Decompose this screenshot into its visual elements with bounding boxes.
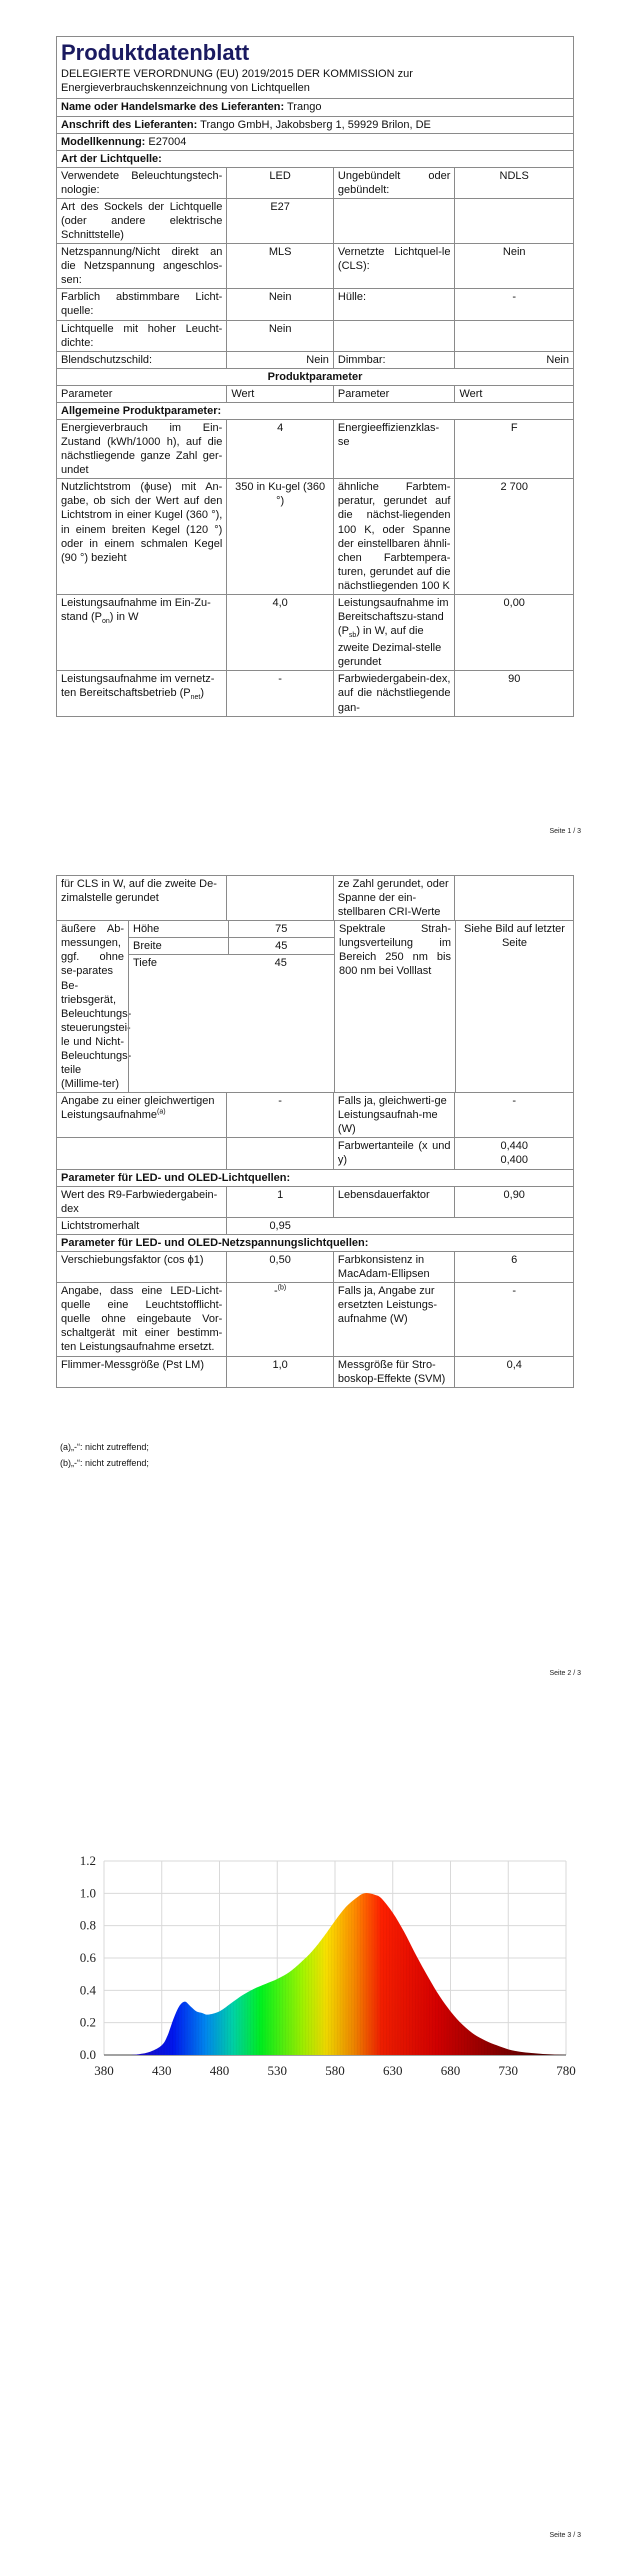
x-tick-label: 730 <box>498 2063 518 2078</box>
cell-value: MLS <box>226 244 333 288</box>
cell-label: Farbwertanteile (x und y) <box>333 1138 455 1168</box>
table-row <box>57 1218 573 1235</box>
cell-value: - <box>226 1093 333 1137</box>
cell-value: 0,00 <box>454 595 573 670</box>
table-row <box>57 1283 573 1356</box>
table-row <box>57 321 573 352</box>
page-number: Seite 2 / 3 <box>549 1670 581 1677</box>
cell-value: 0,95 <box>226 1218 333 1234</box>
cell-value <box>454 321 573 351</box>
cell-value: Nein <box>226 289 333 319</box>
cell-label: ze Zahl gerundet, oder Spanne der ein-stellbaren CRI-Werte <box>333 876 455 920</box>
cell-label: Blendschutzschild: <box>61 353 153 366</box>
product-params-heading: Produktparameter <box>267 370 363 383</box>
dimensions-label: äußere Ab-messungen, ggf. ohne se-parates Be-triebsgerät, Beleuchtungs-steuerungstei-le und Nicht-Beleuchtungs-teile (Millime-ter) <box>61 923 132 1091</box>
cell-label: ähnliche Farbtem-peratur, gerundet auf die nächst-liegenden 100 K, oder Spanne der einstellbaren ähnli-chen Farbtempera-turen, gerundet auf die nächstliegenden 100 K <box>333 479 455 594</box>
regulation-text: DELEGIERTE VERORDNUNG (EU) 2019/2015 DER KOMMISSION zur Energieverbrauchskennzeichnung von Lichtquellen <box>61 68 413 95</box>
cell-value <box>454 876 573 920</box>
table-row <box>57 352 573 369</box>
cell-value: 350 in Ku-gel (360 °) <box>226 479 333 594</box>
cell-label: Spektrale Strah-lungsverteilung im Bereich 250 nm bis 800 nm bei Volllast <box>334 921 455 1092</box>
cell-label: Wert des R9-Farbwiedergabein-dex <box>61 1188 218 1215</box>
cell-label: Leistungsaufnahme im Bereitschaftszu-stand $(P_{sb})$ in W, auf die zweite Dezimal-stelle gerundet <box>333 595 455 670</box>
cell-value: - <box>454 289 573 319</box>
cell-value: LED <box>226 168 333 198</box>
cell-label: Nutzlichtstrom (ϕuse) mit An-gabe, ob sich der Wert auf den Lichtstrom in einer Kugel (360 °), in einem breiten Kegel (120 °) oder in einem schmalen Kegel (90 °) bezieht <box>61 481 223 564</box>
x-tick-label: 480 <box>209 2063 230 2078</box>
model-label: Modellkennung: <box>61 135 146 148</box>
y-tick-label: 0.0 <box>79 2047 96 2062</box>
address-label: Anschrift des Lieferanten: <box>61 118 198 131</box>
general-params-heading: Allgemeine Produktparameter: <box>61 404 222 417</box>
led-params-heading: Parameter für LED- und OLED-Lichtquellen: <box>61 1171 291 1184</box>
table-row <box>57 1093 573 1138</box>
cell-value: E27 <box>226 199 333 243</box>
cell-value <box>226 1138 333 1168</box>
mains-params-heading: Parameter für LED- und OLED-Netzspannungslichtquellen: <box>61 1236 369 1249</box>
cell-label: Dimmbar: <box>333 352 455 368</box>
dimension-row <box>129 955 334 971</box>
column-header-row <box>57 386 573 403</box>
supplier-value: Trango <box>287 101 322 114</box>
dimension-name: Tiefe <box>133 957 158 970</box>
mains-params-heading-row <box>57 1235 573 1252</box>
cell-label: Flimmer-Messgröße (Pst LM) <box>61 1358 205 1371</box>
cell-value <box>226 876 333 920</box>
light-source-heading: Art der Lichtquelle: <box>61 152 162 165</box>
address-value: Trango GmbH, Jakobsberg 1, 59929 Brilon, DE <box>200 118 431 131</box>
dimensions-row <box>57 921 573 1093</box>
table-row <box>57 199 573 244</box>
address-row <box>57 117 573 134</box>
cell-value: - <box>226 671 333 715</box>
x-tick-label: 680 <box>440 2063 461 2078</box>
dimension-row <box>129 938 334 955</box>
cell-value: 0,440 0,400 <box>454 1138 573 1168</box>
table-row <box>57 1252 573 1283</box>
table-row <box>57 479 573 595</box>
cell-label: Messgröße für Stro-boskop-Effekte (SVM) <box>333 1357 455 1387</box>
cell-value: 0,90 <box>454 1187 573 1217</box>
y-tick-label: 1.0 <box>79 1885 96 1901</box>
y-tick-label: 0.6 <box>79 1950 96 1965</box>
model-row <box>57 134 573 151</box>
supplier-row <box>57 99 573 116</box>
cell-value: 0,50 <box>226 1252 333 1282</box>
cell-label <box>333 199 455 243</box>
cell-value: Nein <box>226 321 333 351</box>
general-params-heading-row <box>57 403 573 420</box>
column-header-parameter: Parameter <box>333 386 455 402</box>
table-row <box>57 595 573 671</box>
column-header-parameter: Parameter <box>61 387 113 400</box>
cell-label <box>57 1138 226 1168</box>
model-value: E27004 <box>148 135 187 148</box>
cell-label: Farblich abstimmbare Licht-quelle: <box>61 291 223 318</box>
x-tick-label: 430 <box>152 2063 172 2078</box>
cell-value: NDLS <box>454 168 573 198</box>
cell-label: Lebensdauerfaktor <box>333 1187 455 1217</box>
cell-label: Netzspannung/Nicht direkt an die Netzspannung angeschlos-sen: <box>61 246 223 287</box>
cell-label: Ungebündelt oder gebündelt: <box>333 168 455 198</box>
y-tick-label: 1.2 <box>79 1853 96 1868</box>
page-number: Seite 3 / 3 <box>549 2532 581 2539</box>
cell-label <box>333 321 455 351</box>
cell-label: Verwendete Beleuchtungstech-nologie: <box>61 169 223 196</box>
cell-value: 6 <box>454 1252 573 1282</box>
product-params-heading-row <box>57 369 573 386</box>
cell-label: Angabe, dass eine LED-Licht-quelle eine Leuchtstofflicht-quelle ohne eingebaute Vor-schaltgerät mit einer bestimm-ten Leistungsaufnahme ersetzt. <box>61 1285 223 1354</box>
cell-label: Leistungsaufnahme im vernetz-ten Bereitschaftsbetrieb $(P_{net})$ <box>61 673 215 702</box>
cell-value: 2 700 <box>454 479 573 594</box>
page-title: Produktdatenblatt <box>61 40 250 65</box>
cell-value: 1,0 <box>226 1357 333 1387</box>
cell-label: Leistungsaufnahme im Ein-Zu-stand $(P_{on})$ in W <box>61 596 211 626</box>
footnote-a: (a)„-“: nicht zutreffend; <box>60 1442 149 1452</box>
x-tick-label: 580 <box>325 2063 345 2078</box>
dimension-value: 45 <box>228 938 334 954</box>
page-3 <box>0 1700 628 2560</box>
table-row <box>57 420 573 479</box>
dimension-value: 75 <box>228 921 334 937</box>
cell-empty <box>333 1218 573 1234</box>
x-tick-label: 780 <box>556 2063 576 2078</box>
table-row <box>57 671 573 715</box>
cell-label: Falls ja, gleichwerti-ge Leistungsaufnah-me (W) <box>333 1093 455 1137</box>
table-row <box>57 168 573 199</box>
spectral-distribution-chart <box>56 1845 576 2085</box>
cell-value: - <box>454 1283 573 1355</box>
cell-value: 4,0 <box>226 595 333 670</box>
cell-value: 90 <box>454 671 573 715</box>
datasheet-table-page-2 <box>56 875 574 1388</box>
dimensions-table <box>128 921 334 1092</box>
column-header-value: Wert <box>454 386 573 402</box>
cell-value: - <box>454 1093 573 1137</box>
cell-label: Lichtquelle mit hoher Leucht-dichte: <box>61 322 223 349</box>
cell-label: Angabe zu einer gleichwertigen Leistungsaufnahme$^{(a)}$ <box>61 1095 215 1122</box>
x-tick-label: 530 <box>267 2063 287 2078</box>
cell-label: Art des Sockels der Lichtquelle (oder andere elektrische Schnittstelle) <box>61 200 223 242</box>
cell-label: Farbkonsistenz in MacAdam-Ellipsen <box>333 1252 455 1282</box>
cell-value: 0,4 <box>454 1357 573 1387</box>
table-row <box>57 1187 573 1218</box>
cell-label: Vernetzte Lichtquel-le (CLS): <box>333 244 455 288</box>
cell-value: -$^{(b)}$ <box>226 1283 333 1355</box>
cell-value: 4 <box>226 420 333 478</box>
table-row <box>57 876 573 921</box>
dimension-row <box>129 921 334 938</box>
title-row <box>57 37 573 99</box>
table-row <box>57 1357 573 1387</box>
cell-value: Nein <box>454 244 573 288</box>
table-row <box>57 1138 573 1169</box>
x-tick-label: 380 <box>94 2063 114 2078</box>
supplier-label: Name oder Handelsmarke des Lieferanten: <box>61 101 285 114</box>
cell-value: Nein <box>226 352 333 368</box>
cell-label: für CLS in W, auf die zweite De-zimalstelle gerundet <box>61 878 217 905</box>
page-1 <box>0 0 628 850</box>
cell-value <box>454 199 573 243</box>
y-tick-label: 0.2 <box>79 2014 96 2030</box>
light-source-heading-row <box>57 151 573 168</box>
cell-label: Falls ja, Angabe zur ersetzten Leistungs-aufnahme (W) <box>333 1283 455 1355</box>
table-row <box>57 244 573 289</box>
dimension-name: Breite <box>133 940 162 953</box>
column-header-value: Wert <box>226 386 333 402</box>
cell-label: Verschiebungsfaktor (cos ϕ1) <box>61 1253 204 1266</box>
y-tick-label: 0.8 <box>79 1917 96 1933</box>
footnote-b: (b)„-“: nicht zutreffend; <box>60 1458 149 1468</box>
cell-label: Farbwiedergabein-dex, auf die nächstliegende gan- <box>333 671 455 715</box>
y-tick-label: 0.4 <box>79 1982 96 1998</box>
cell-label: Energieverbrauch im Ein-Zustand (kWh/1000 h), auf die nächstliegende ganze Zahl ger-undet <box>61 422 223 477</box>
cell-value: F <box>454 420 573 478</box>
cell-label: Lichtstromerhalt <box>61 1219 140 1232</box>
led-params-heading-row <box>57 1170 573 1187</box>
datasheet-table-page-1 <box>56 36 574 717</box>
cell-value: 1 <box>226 1187 333 1217</box>
cell-label: Hülle: <box>333 289 455 319</box>
cell-value: Nein <box>454 352 573 368</box>
cell-value: Siehe Bild auf letzter Seite <box>455 921 573 1092</box>
x-tick-label: 630 <box>383 2063 403 2078</box>
page-number: Seite 1 / 3 <box>549 828 581 835</box>
dimension-name: Höhe <box>133 923 160 936</box>
dimension-value: 45 <box>274 957 287 970</box>
page-2 <box>0 850 628 1700</box>
cell-label: Energieeffizienzklas-se <box>333 420 455 478</box>
table-row <box>57 289 573 320</box>
